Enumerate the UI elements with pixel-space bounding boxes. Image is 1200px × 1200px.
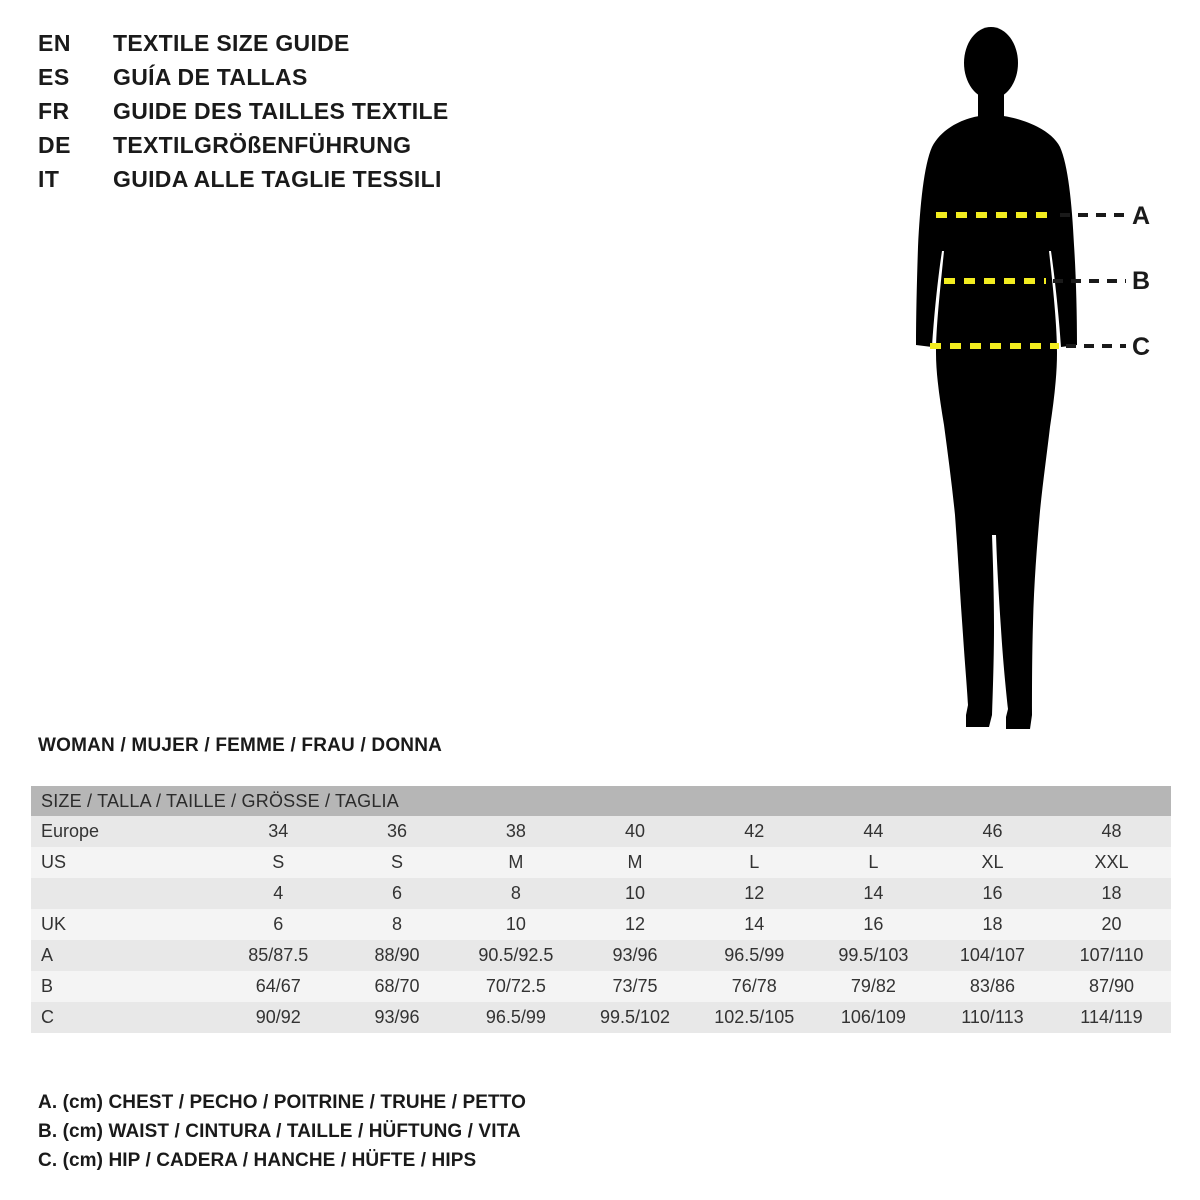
language-title: GUIDA ALLE TAGLIE TESSILI xyxy=(113,166,442,192)
language-row xyxy=(38,132,558,166)
table-cell: 14 xyxy=(744,914,765,934)
language-code: FR xyxy=(38,98,70,124)
language-code: ES xyxy=(38,64,70,90)
table-cell: XXL xyxy=(1094,852,1129,872)
table-cell: M xyxy=(627,852,643,872)
table-cell: 46 xyxy=(982,821,1003,841)
language-code: EN xyxy=(38,30,71,56)
table-cell: 48 xyxy=(1101,821,1122,841)
row-label: US xyxy=(41,852,67,872)
table-cell: 14 xyxy=(863,883,884,903)
language-header-block xyxy=(38,30,558,200)
table-cell: 90/92 xyxy=(255,1007,301,1027)
body-figure-area xyxy=(860,15,1190,745)
table-cell: 106/109 xyxy=(840,1007,906,1027)
language-code: IT xyxy=(38,166,60,192)
table-cell: XL xyxy=(981,852,1004,872)
row-label: Europe xyxy=(41,821,100,841)
table-cell: 83/86 xyxy=(969,976,1015,996)
table-cell: 96.5/99 xyxy=(485,1007,546,1027)
table-cell: 16 xyxy=(982,883,1003,903)
table-cell: 12 xyxy=(744,883,765,903)
table-cell: 18 xyxy=(982,914,1003,934)
table-cell: S xyxy=(272,852,285,872)
measurement-legend xyxy=(38,1092,738,1179)
language-row xyxy=(38,98,558,132)
table-cell: 6 xyxy=(273,914,284,934)
table-cell: 8 xyxy=(392,914,403,934)
measure-label-a: A xyxy=(1132,202,1151,230)
table-cell: 99.5/103 xyxy=(838,945,909,965)
language-title: TEXTILGRÖßENFÜHRUNG xyxy=(113,132,412,158)
table-cell: 64/67 xyxy=(255,976,301,996)
female-body-silhouette-icon xyxy=(860,15,1190,745)
table-cell: 18 xyxy=(1101,883,1122,903)
table-header-row xyxy=(31,786,1171,816)
table-cell: 87/90 xyxy=(1088,976,1134,996)
row-label: UK xyxy=(41,914,67,934)
table-cell: 93/96 xyxy=(612,945,658,965)
table-cell: M xyxy=(508,852,524,872)
table-cell: 4 xyxy=(273,883,284,903)
table-header-label: SIZE / TALLA / TAILLE / GRÖSSE / TAGLIA xyxy=(31,786,1171,816)
table-cell: 40 xyxy=(625,821,646,841)
table-row xyxy=(31,971,1171,1002)
table-cell: L xyxy=(868,852,879,872)
legend-line-a: A. (cm) CHEST / PECHO / POITRINE / TRUHE / PETTO xyxy=(38,1092,526,1113)
table-cell: 107/110 xyxy=(1079,945,1144,965)
table-row xyxy=(31,878,1171,909)
language-title: GUIDE DES TAILLES TEXTILE xyxy=(113,98,449,124)
table-cell: 70/72.5 xyxy=(485,976,546,996)
table-cell: 76/78 xyxy=(731,976,777,996)
table-cell: 73/75 xyxy=(612,976,658,996)
table-cell: 12 xyxy=(625,914,646,934)
table-row xyxy=(31,940,1171,971)
table-cell: 104/107 xyxy=(959,945,1025,965)
table-cell: 44 xyxy=(863,821,884,841)
language-row xyxy=(38,64,558,98)
table-row xyxy=(31,847,1171,878)
category-title: WOMAN / MUJER / FEMME / FRAU / DONNA xyxy=(38,735,443,756)
row-label: B xyxy=(41,976,54,996)
measure-label-c: C xyxy=(1132,333,1151,361)
table-cell: 68/70 xyxy=(374,976,420,996)
language-row xyxy=(38,166,558,200)
table-row xyxy=(31,909,1171,940)
size-table xyxy=(31,786,1171,1033)
table-row xyxy=(31,816,1171,847)
table-cell: 99.5/102 xyxy=(600,1007,671,1027)
row-label: C xyxy=(41,1007,54,1027)
row-label xyxy=(31,878,219,909)
table-cell: S xyxy=(391,852,404,872)
table-cell: 79/82 xyxy=(850,976,896,996)
row-label: A xyxy=(41,945,54,965)
table-cell: 88/90 xyxy=(374,945,420,965)
language-title: GUÍA DE TALLAS xyxy=(113,64,308,90)
table-cell: 93/96 xyxy=(374,1007,420,1027)
language-title: TEXTILE SIZE GUIDE xyxy=(113,30,350,56)
table-cell: 90.5/92.5 xyxy=(478,945,554,965)
table-cell: 102.5/105 xyxy=(714,1007,795,1027)
measure-label-b: B xyxy=(1132,267,1151,295)
table-cell: 10 xyxy=(625,883,646,903)
table-cell: 10 xyxy=(505,914,526,934)
table-cell: 96.5/99 xyxy=(724,945,785,965)
language-row xyxy=(38,30,558,64)
table-cell: 110/113 xyxy=(961,1007,1024,1027)
legend-line-c: C. (cm) HIP / CADERA / HANCHE / HÜFTE / HIPS xyxy=(38,1150,477,1171)
table-cell: 6 xyxy=(392,883,403,903)
legend-line-b: B. (cm) WAIST / CINTURA / TAILLE / HÜFTUNG / VITA xyxy=(38,1121,521,1142)
table-cell: 16 xyxy=(863,914,884,934)
table-cell: 20 xyxy=(1101,914,1122,934)
language-code: DE xyxy=(38,132,71,158)
table-cell: 42 xyxy=(744,821,765,841)
table-cell: 8 xyxy=(510,883,521,903)
table-row xyxy=(31,1002,1171,1033)
table-cell: 85/87.5 xyxy=(248,945,309,965)
table-cell: 36 xyxy=(386,821,408,841)
table-cell: 114/119 xyxy=(1080,1007,1143,1027)
table-cell: L xyxy=(749,852,760,872)
table-cell: 34 xyxy=(268,821,289,841)
table-cell: 38 xyxy=(505,821,526,841)
